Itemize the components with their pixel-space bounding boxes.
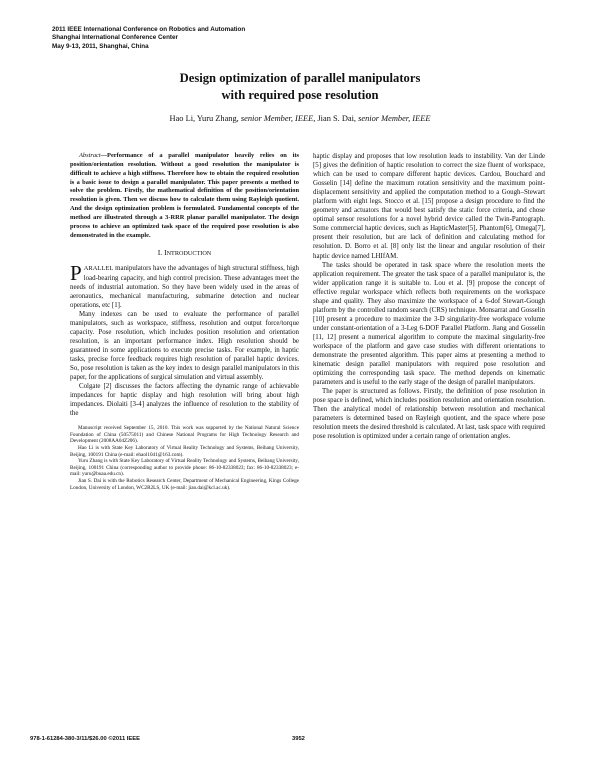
author-names-2: Jian S. Dai,: [317, 114, 357, 123]
footnote-author-3: Jian S. Dai is with the Robotics Research Center, Department of Mechanical Engineering, Kings College London, University of London, WC2R2LS, UK (e-mail: jian.dai@kcl.ac.uk).: [70, 478, 299, 491]
section-title-rest: NTRODUCTION: [166, 250, 212, 258]
author-role-2: senior Member, IEEE: [358, 114, 431, 123]
abstract-label: Abstract: [79, 152, 101, 159]
intro-paragraph-1-text: manipulators have the advantages of high structural stiffness, high load-bearing capacity, and high control precision. These advantages meet the needs of industrial automation. So they have been widely used in the areas of aeronautics, mechanical manufacturing, submarine detection and nuclear operations, etc [1].: [70, 265, 299, 309]
intro-paragraph-1: [70, 261, 299, 309]
intro-first-word: ARALLEL: [83, 265, 114, 273]
right-paragraph-1: haptic display and proposes that low resolution leads to instability. Van der Linde [5] gives the definition of haptic resolution to correct the size fluent of workspace, which can be used to compare different haptic devices. Cardou, Bouchard and Gosselin [14] define the maximum rotation sensitivity and the maximum point-displacement sensitivity and applied the computation method to a Gough–Stewart platform with eight legs. Stocco et al. [15] propose a design procedure to find the geometry and actuators that would best satisfy the static force criteria, and chose optimal sensor resolutions for a novel hybrid device called the Twin-Pantograph. Some commercial haptic devices, such as HapticMaster[5], Phantom[6], Omega[7], present their resolution, but are lack of definition and calculating method for resolution. D. Borro et al. [8] only list the linear and angular resolution of their haptic device named LHIfAM.: [313, 153, 545, 260]
intro-paragraph-3: Colgate [2] discusses the factors affecting the dynamic range of achievable impedances for haptic display and high resolution will bring about high impedances. Diolaiti [3-4] analyzes the influence of resolution to the stability of the: [70, 383, 299, 418]
abstract-text: —Performance of a parallel manipulator heavily relies on its position/orientation resolution. Without a good resolution the manipulator is difficult to achieve a high stiffness. Therefore how to obtain the required resolution is a basic issue to design a parallel manipulator. This paper presents a method to solve the problem. Firstly, the mathematical definition of the position/orientation resolution is given. Then we discuss how to calculate them using Rayleigh quotient. And the design optimization problem is formulated. Fundamental concepts of the method are illustrated through a 3-RRR planar parallel manipulator. The design process to achieve an optimized task space of the required pose resolution is also demonstrated in the example.: [70, 152, 299, 239]
footnote-author-2: Yuru Zhang is with State Key Laboratory of Virtual Reality Technology and Systems, Beihang University, Beijing, 100191 China (corresponding author to provide phone: 86-10-82338023; fax: 86-10-82338023; e-mail: yuru@buaa.edu.cn).: [70, 458, 299, 478]
footnote-author-1: Hao Li is with State Key Laboratory of Virtual Reality Technology and Systems, Beihang University, Beijing, 100191 China (e-mail: ehaol1041@163.com).: [70, 445, 299, 458]
right-paragraph-2: The tasks should be operated in task space where the resolution meets the application requirement. The greater the task space of a parallel manipulator is, the wider application range it is suitable to. Lou et al. [9] propose the concept of effective regular workspace which reflects both requirements on the workspace shape and quality. They also maximize the workspace of a 6-dof Stewart-Gough platform by the controlled random search (CRS) technique. Monsarrat and Gosselin [10] present a procedure to maximize the 3-D singularity-free workspace volume under constant-orientation of a 3-Leg 6-DOF Parallel Platform. Jiang and Gosselin [11, 12] present a numerical algorithm to compute the maximal singularity-free workspace of the platform and gave case studies with different orientations to demonstrate the presented algorithm. This paper aims at presenting a method to kinematic design parallel manipulators with required pose resolution and optimizing the corresponding task space. The method depends on kinematic parameters and is useful to the early stage of the design of parallel manipulators.: [313, 261, 545, 387]
right-column: [313, 152, 545, 442]
page-number: 3952: [292, 736, 305, 742]
author-names-1: Hao Li, Yuru Zhang,: [169, 114, 239, 123]
author-role-1: senior Member, IEEE,: [240, 114, 316, 123]
author-line: [60, 114, 540, 123]
section-numeral: I.: [157, 248, 163, 258]
drop-cap: P: [70, 261, 82, 286]
section-title-initial: I: [164, 248, 167, 258]
footnotes: [70, 425, 299, 491]
abstract: [70, 152, 299, 240]
footnote-manuscript: Manuscript received September 15, 2010. This work was supported by the National Natural Science Foundation of China (50575011) and Chinese National Programs for High Technology Research and Development (2008AA04Z206).: [70, 425, 299, 445]
title-line-2: with required pose resolution: [221, 88, 379, 102]
conference-date: May 9-13, 2011, Shanghai, China: [52, 42, 149, 50]
title-line-1: Design optimization of parallel manipulators: [179, 71, 421, 85]
conference-venue: Shanghai International Conference Center: [52, 34, 178, 42]
paper-title: [60, 70, 540, 104]
intro-paragraph-2: Many indexes can be used to evaluate the performance of parallel manipulators, such as workspace, stiffness, resolution and output force/torque capacity. Pose resolution, which includes position resolution and orientation resolution, is an important performance index. High resolution should be guaranteed in some applications to execute precise tasks. For example, in haptic tasks, precise force feedback requires high resolution of parallel haptic devices. So, pose resolution is taken as the key index to design parallel manipulators in this paper, for the applications of surgical simulation and virtual assembly.: [70, 310, 299, 382]
section-heading-introduction: [70, 248, 299, 258]
right-paragraph-3: The paper is structured as follows. Firstly, the definition of pose resolution in pose space is defined, which includes position resolution and orientation resolution. Then the analytical model of relationship between resolution and mechanical parameters is determined based on Rayleigh quotient, and the space where pose resolution meets the desired threshold is calculated. At last, task space with required pose resolution is optimized under a certain range of orientation angles.: [313, 388, 545, 441]
conference-name: 2011 IEEE International Conference on Robotics and Automation: [52, 26, 246, 33]
left-column: [70, 152, 299, 491]
conference-header: [52, 26, 245, 51]
isbn-copyright: 978-1-61284-380-3/11/$26.00 ©2011 IEEE: [30, 736, 140, 742]
